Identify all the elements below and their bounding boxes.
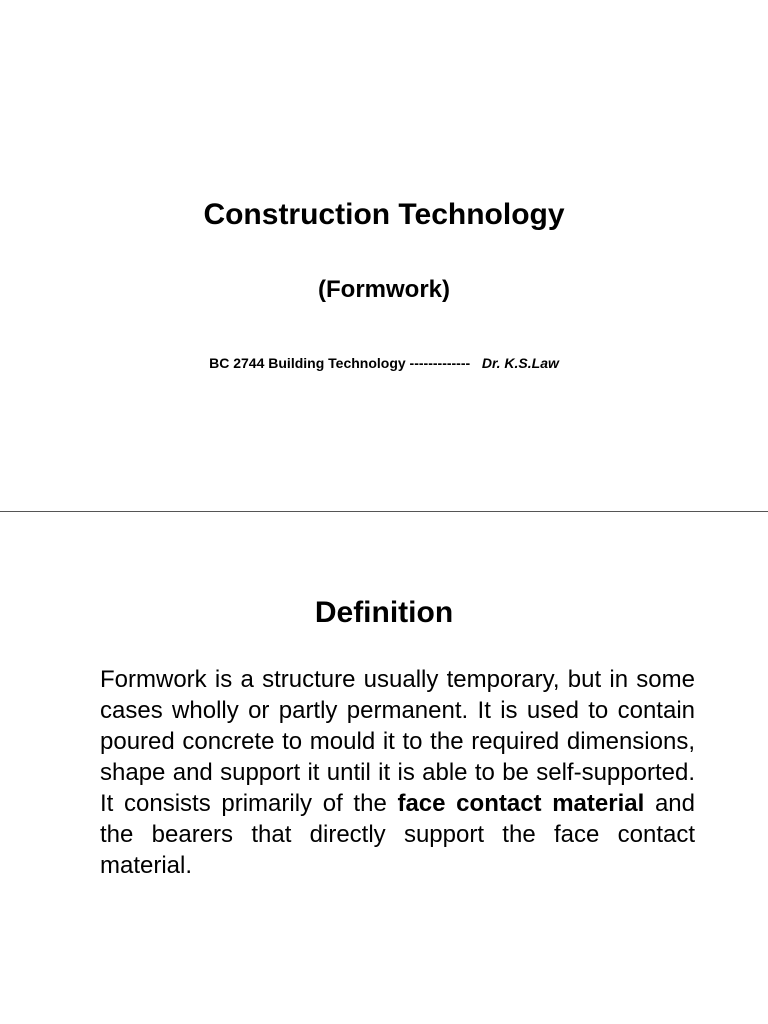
slide-title: Construction Technology (203, 198, 565, 231)
title-slide (0, 0, 768, 511)
course-name: BC 2744 Building Technology ------------- (209, 355, 471, 371)
definition-text-part1: Formwork is a structure usually temporary, but in some cases wholly or partly permanent. It is used to contain poured concrete to mould it to the required dimensions, shape and support it until it is able to be self-supported. It consists primarily of the (100, 666, 695, 817)
definition-heading: Definition (314, 596, 454, 629)
author-name: Dr. K.S.Law (481, 355, 559, 371)
definition-text-part2: and the bearers that directly support the face contact material. (100, 790, 695, 879)
slide-subtitle: (Formwork) (318, 276, 450, 303)
course-line (0, 354, 768, 372)
definition-emphasis: face contact material (397, 790, 645, 817)
definition-paragraph (100, 664, 695, 881)
definition-slide (0, 512, 768, 1024)
